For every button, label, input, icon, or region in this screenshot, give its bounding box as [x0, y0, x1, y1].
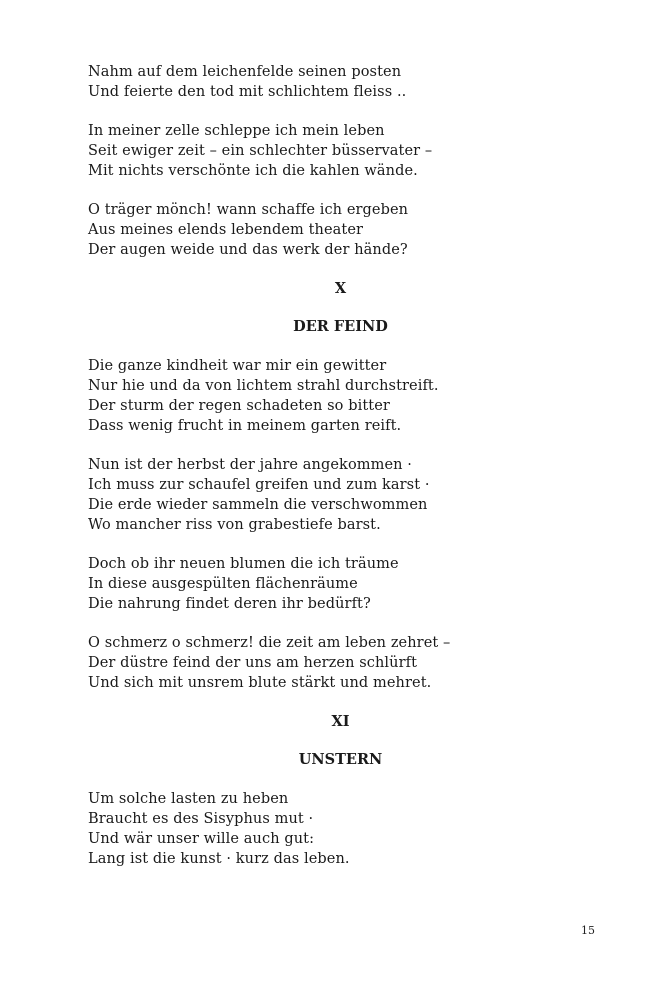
stanza [88, 455, 593, 535]
stanza [88, 121, 593, 181]
verse-line: Der augen weide und das werk der hände? [88, 242, 408, 258]
poem-numeral: X [334, 280, 347, 297]
verse-line: O träger mönch! wann schaffe ich ergeben [88, 202, 409, 218]
verse-line: In meiner zelle schleppe ich mein leben [88, 123, 385, 139]
verse-line: Wo mancher riss von grabestiefe barst. [88, 517, 381, 533]
stanza [88, 200, 593, 260]
poem-numeral: XI [331, 713, 350, 730]
verse-line: Ich muss zur schaufel greifen und zum karst · [88, 477, 430, 493]
verse-line: In diese ausgespülten flächenräume [88, 576, 358, 592]
verse-line: Seit ewiger zeit – ein schlechter büsservater – [88, 143, 433, 159]
verse-line: Und wär unser wille auch gut: [88, 831, 315, 847]
verse-line: Lang ist die kunst · kurz das leben. [88, 851, 350, 867]
poem-title: UNSTERN [298, 751, 383, 768]
verse-line: Nahm auf dem leichenfelde seinen posten [88, 64, 402, 80]
verse-line: Nun ist der herbst der jahre angekommen · [88, 457, 413, 473]
verse-line: Die erde wieder sammeln die verschwommen [88, 497, 428, 513]
verse-line: Der düstre feind der uns am herzen schlürft [88, 655, 418, 671]
verse-line: Dass wenig frucht in meinem garten reift. [88, 418, 402, 434]
stanza [88, 554, 593, 614]
text-column [88, 62, 593, 888]
verse-line: Nur hie und da von lichtem strahl durchstreift. [88, 378, 439, 394]
verse-line: Und sich mit unsrem blute stärkt und mehret. [88, 675, 432, 691]
verse-line: Die ganze kindheit war mir ein gewitter [88, 358, 387, 374]
verse-line: O schmerz o schmerz! die zeit am leben zehret – [88, 635, 451, 651]
stanza [88, 62, 593, 102]
verse-line: Braucht es des Sisyphus mut · [88, 811, 314, 827]
stanza [88, 789, 593, 869]
verse-line: Der sturm der regen schadeten so bitter [88, 398, 390, 414]
page-number: 15 [581, 924, 595, 937]
verse-line: Die nahrung findet deren ihr bedürft? [88, 596, 371, 612]
verse-line: Um solche lasten zu heben [88, 791, 289, 807]
verse-line: Und feierte den tod mit schlichtem fleiss .. [88, 84, 407, 100]
verse-line: Aus meines elends lebendem theater [88, 222, 364, 238]
verse-line: Mit nichts verschönte ich die kahlen wände. [88, 163, 418, 179]
poem-title: DER FEIND [293, 318, 388, 335]
stanza [88, 356, 593, 436]
stanza [88, 633, 593, 693]
verse-line: Doch ob ihr neuen blumen die ich träume [88, 556, 399, 572]
